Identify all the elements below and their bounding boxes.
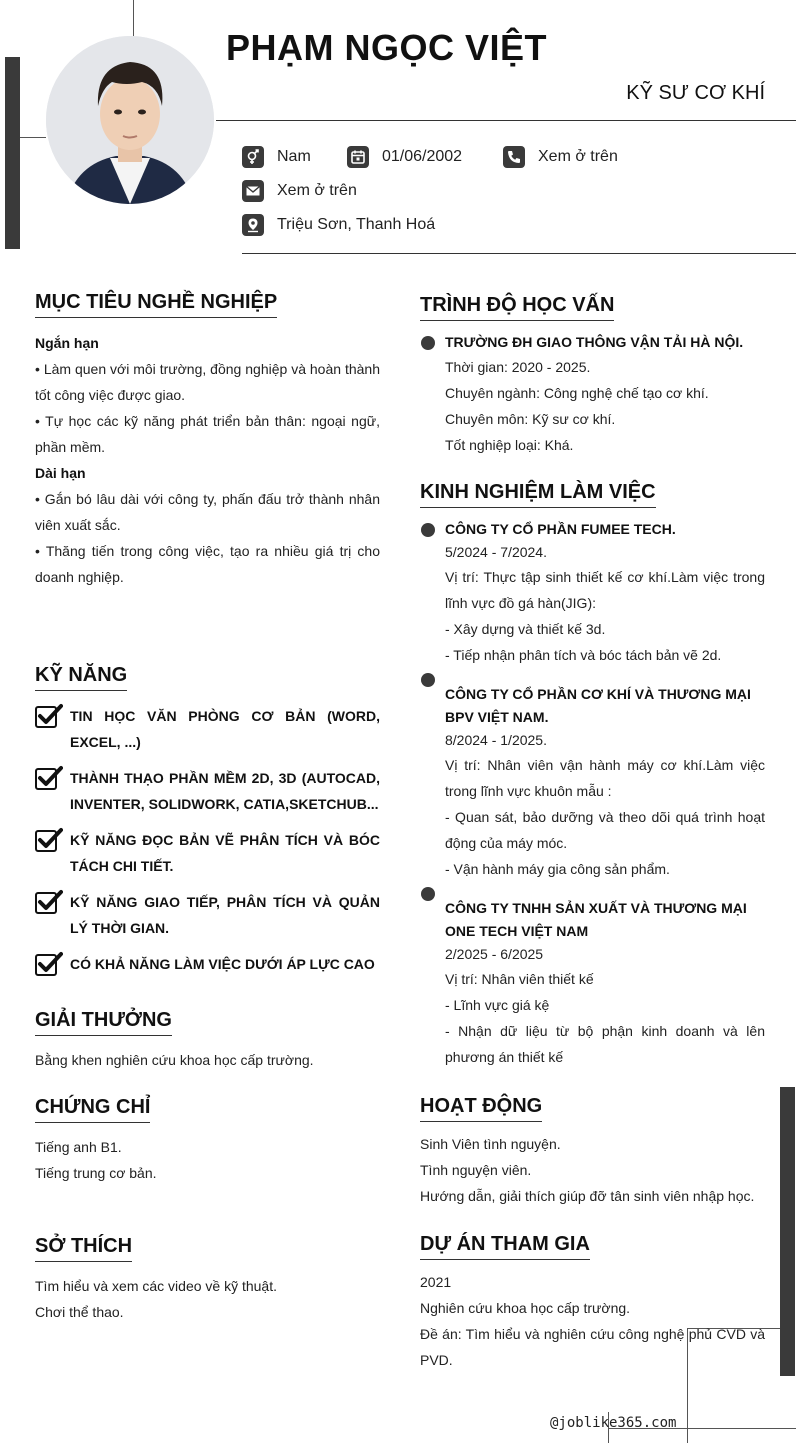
projects-section: [420, 1233, 590, 1260]
birthdate-info: [347, 146, 462, 168]
job-line: Vị trí: Nhân viên thiết kế: [445, 971, 594, 987]
right-accent-bar: [780, 1087, 795, 1376]
job-period: 8/2024 - 1/2025.: [445, 732, 547, 748]
education-line: Chuyên môn: Kỹ sư cơ khí.: [445, 411, 616, 427]
activities-list: [420, 1131, 765, 1209]
skill-item: [35, 951, 380, 977]
activity-line: Hướng dẫn, giải thích giúp đỡ tân sinh viên nhập học.: [420, 1188, 755, 1204]
job-entry: [445, 897, 765, 1070]
job-period: 5/2024 - 7/2024.: [445, 544, 547, 560]
projects-title: DỰ ÁN THAM GIA: [420, 1233, 590, 1260]
hobbies-section: [35, 1235, 132, 1262]
school-name: TRƯỜNG ĐH GIAO THÔNG VẬN TẢI HÀ NỘI.: [445, 334, 744, 350]
activity-line: Tình nguyện viên.: [420, 1162, 532, 1178]
gender-icon: [242, 146, 264, 168]
awards-section: [35, 1009, 172, 1036]
projects-list: [420, 1269, 765, 1373]
info-divider-line: [242, 253, 796, 254]
checkbox-icon: [35, 889, 63, 915]
email-info: [242, 180, 357, 202]
short-term-item: • Tự học các kỹ năng phát triển bản thân: ngoại ngữ, phần mềm.: [35, 413, 380, 455]
objective-body: [35, 330, 380, 590]
education-section: [420, 294, 614, 321]
job-entry: [445, 518, 765, 668]
activities-section: [420, 1095, 542, 1122]
timeline-bullet: [421, 673, 435, 687]
avatar-connector-line: [20, 137, 46, 138]
skill-item: [35, 889, 380, 941]
job-line: - Vận hành máy gia công sản phẩm.: [445, 861, 670, 877]
checkbox-icon: [35, 827, 63, 853]
education-title: TRÌNH ĐỘ HỌC VẤN: [420, 294, 614, 321]
skill-item: [35, 703, 380, 755]
avatar: [46, 36, 214, 204]
birthdate-value: 01/06/2002: [382, 148, 463, 165]
education-line: Tốt nghiệp loại: Khá.: [445, 437, 574, 453]
job-line: - Xây dựng và thiết kế 3d.: [445, 621, 606, 637]
candidate-name: PHẠM NGỌC VIỆT: [226, 27, 548, 68]
name-divider-line: [216, 120, 796, 121]
hobby-line: Chơi thể thao.: [35, 1304, 124, 1320]
experience-section: [420, 481, 656, 508]
awards-text: Bằng khen nghiên cứu khoa học cấp trường.: [35, 1052, 314, 1068]
project-line: 2021: [420, 1274, 452, 1290]
calendar-icon: [347, 146, 369, 168]
gender-info: [242, 146, 311, 168]
skills-section: [35, 664, 127, 691]
skill-item: [35, 827, 380, 879]
project-line: Nghiên cứu khoa học cấp trường.: [420, 1300, 631, 1316]
education-line: Chuyên ngành: Công nghệ chế tạo cơ khí.: [445, 385, 709, 401]
skill-text: CÓ KHẢ NĂNG LÀM VIỆC DƯỚI ÁP LỰC CAO: [70, 956, 375, 972]
experience-title: KINH NGHIỆM LÀM VIỆC: [420, 481, 656, 508]
activity-line: Sinh Viên tình nguyện.: [420, 1136, 561, 1152]
job-entry: [445, 683, 765, 882]
job-line: - Quan sát, bảo dưỡng và theo dõi quá trình hoạt động của máy móc.: [445, 809, 765, 851]
activities-title: HOẠT ĐỘNG: [420, 1095, 542, 1122]
left-accent-bar: [5, 57, 20, 249]
certificates-title: CHỨNG CHỈ: [35, 1096, 150, 1123]
certificate-line: Tiếng trung cơ bản.: [35, 1165, 157, 1181]
certificates-list: [35, 1134, 380, 1186]
certificate-line: Tiếng anh B1.: [35, 1139, 122, 1155]
long-term-item: • Thăng tiến trong công việc, tạo ra nhiều giá trị cho doanh nghiệp.: [35, 543, 380, 585]
skill-text: TIN HỌC VĂN PHÒNG CƠ BẢN (WORD, EXCEL, ...): [70, 708, 380, 750]
timeline-bullet: [421, 336, 435, 350]
top-divider-line: [133, 0, 134, 36]
skill-item: [35, 765, 380, 817]
company-name: CÔNG TY TNHH SẢN XUẤT VÀ THƯƠNG MẠI ONE TECH VIỆT NAM: [445, 900, 747, 939]
phone-info: [503, 146, 618, 168]
skill-text: KỸ NĂNG GIAO TIẾP, PHÂN TÍCH VÀ QUẢN LÝ THỜI GIAN.: [70, 894, 380, 936]
skills-title: KỸ NĂNG: [35, 664, 127, 691]
job-line: Vị trí: Nhân viên vận hành máy cơ khí.Làm việc trong lĩnh vực khuôn mẫu :: [445, 757, 765, 799]
education-line: Thời gian: 2020 - 2025.: [445, 359, 591, 375]
skill-text: KỸ NĂNG ĐỌC BẢN VẼ PHÂN TÍCH VÀ BÓC TÁCH CHI TIẾT.: [70, 832, 380, 874]
checkbox-icon: [35, 765, 63, 791]
skills-list: [35, 703, 380, 977]
awards-title: GIẢI THƯỞNG: [35, 1009, 172, 1036]
checkbox-icon: [35, 703, 63, 729]
job-period: 2/2025 - 6/2025: [445, 946, 544, 962]
address-info: [242, 214, 435, 236]
short-term-label: Ngắn hạn: [35, 335, 99, 351]
skill-text: THÀNH THẠO PHẦN MỀM 2D, 3D (AUTOCAD, INVENTER, SOLIDWORK, CATIA,SKETCHUB...: [70, 770, 380, 812]
education-entry: [445, 331, 765, 458]
mail-icon: [242, 180, 264, 202]
watermark: @joblike365.com: [550, 1415, 677, 1431]
job-line: - Lĩnh vực giá kệ: [445, 997, 550, 1013]
phone-value: Xem ở trên: [538, 148, 618, 165]
project-line: Đề án: Tìm hiểu và nghiên cứu công nghệ phủ CVD và PVD.: [420, 1326, 765, 1368]
gender-value: Nam: [277, 148, 311, 165]
job-title: KỸ SƯ CƠ KHÍ: [626, 82, 765, 104]
phone-icon: [503, 146, 525, 168]
location-icon: [242, 214, 264, 236]
objective-section: [35, 291, 277, 318]
hobby-line: Tìm hiểu và xem các video về kỹ thuật.: [35, 1278, 277, 1294]
checkbox-icon: [35, 951, 63, 977]
certificates-section: [35, 1096, 150, 1123]
job-line: - Nhận dữ liệu từ bộ phận kinh doanh và lên phương án thiết kế: [445, 1023, 765, 1065]
timeline-bullet: [421, 887, 435, 901]
company-name: CÔNG TY CỔ PHẦN FUMEE TECH.: [445, 521, 676, 537]
email-value: Xem ở trên: [277, 182, 357, 199]
job-line: - Tiếp nhận phân tích và bóc tách bản vẽ 2d.: [445, 647, 722, 663]
job-line: Vị trí: Thực tập sinh thiết kế cơ khí.Làm việc trong lĩnh vực đồ gá hàn(JIG):: [445, 569, 765, 611]
timeline-bullet: [421, 523, 435, 537]
objective-title: MỤC TIÊU NGHỀ NGHIỆP: [35, 291, 277, 318]
long-term-label: Dài hạn: [35, 465, 86, 481]
hobbies-list: [35, 1273, 380, 1325]
company-name: CÔNG TY CỔ PHẦN CƠ KHÍ VÀ THƯƠNG MẠI BPV VIỆT NAM.: [445, 686, 751, 725]
long-term-item: • Gắn bó lâu dài với công ty, phấn đấu trở thành nhân viên xuất sắc.: [35, 491, 380, 533]
hobbies-title: SỞ THÍCH: [35, 1235, 132, 1262]
short-term-item: • Làm quen với môi trường, đồng nghiệp và hoàn thành tốt công việc được giao.: [35, 361, 380, 403]
address-value: Triệu Sơn, Thanh Hoá: [277, 216, 436, 233]
